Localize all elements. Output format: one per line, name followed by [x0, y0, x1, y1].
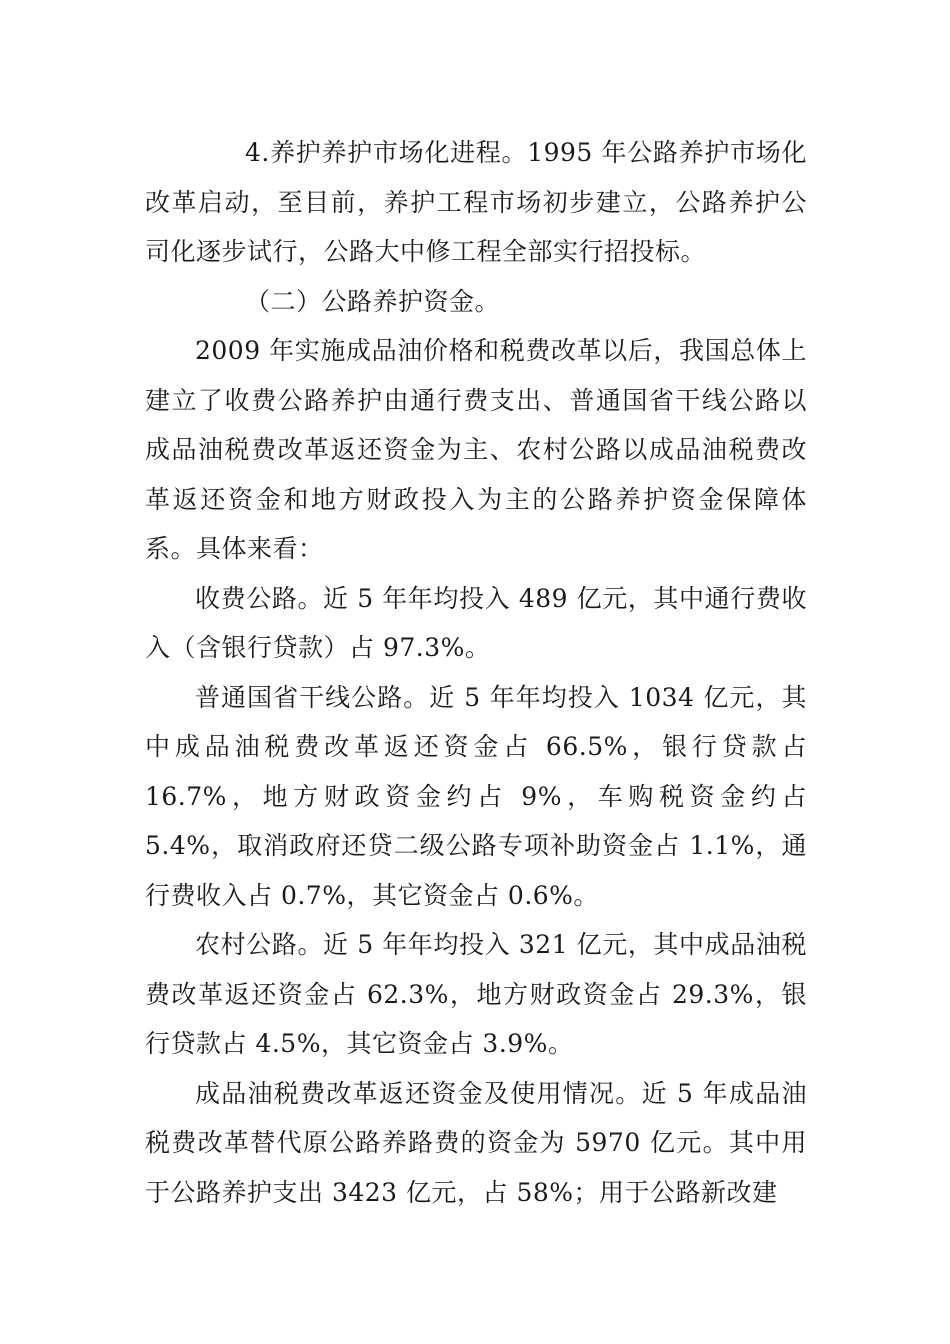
paragraph-rural-roads: 农村公路。近 5 年年均投入 321 亿元，其中成品油税费改革返还资金占 62.3%，地方财政资金占 29.3%，银行贷款占 4.5%，其它资金占 3.9%。 [145, 930, 807, 1058]
document-body [145, 128, 807, 1217]
paragraph-fuel-tax-refund: 成品油税费改革返还资金及使用情况。近 5 年成品油税费改革替代原公路养路费的资金为 5970 亿元。其中用于公路养护支出 3423 亿元，占 58%；用于公路新改建 [145, 1078, 807, 1207]
paragraph-funding-system: 2009 年实施成品油价格和税费改革以后，我国总体上建立了收费公路养护由通行费支出、普通国省干线公路以成品油税费改革返还资金为主、农村公路以成品油税费改革返还资金和地方财政投入为主的公路养护资金保障体系。具体来看： [145, 336, 807, 563]
section-heading-maintenance-funds: （二）公路养护资金。 [245, 286, 501, 316]
paragraph-maintenance-marketization: 4.养护养护市场化进程。1995 年公路养护市场化改革启动，至目前，养护工程市场初步建立，公路养护公司化逐步试行，公路大中修工程全部实行招投标。 [145, 138, 807, 266]
paragraph-toll-roads: 收费公路。近 5 年年均投入 489 亿元，其中通行费收入（含银行贷款）占 97.3%。 [145, 583, 807, 662]
paragraph-trunk-roads: 普通国省干线公路。近 5 年年均投入 1034 亿元，其中成品油税费改革返还资金占 66.5%，银行贷款占 16.7%，地方财政资金约占 9%，车购税资金约占 5.4%，取消政府还贷二级公路专项补助资金占 1.1%，通行费收入占 0.7%，其它资金占 0.6%。 [145, 682, 807, 910]
